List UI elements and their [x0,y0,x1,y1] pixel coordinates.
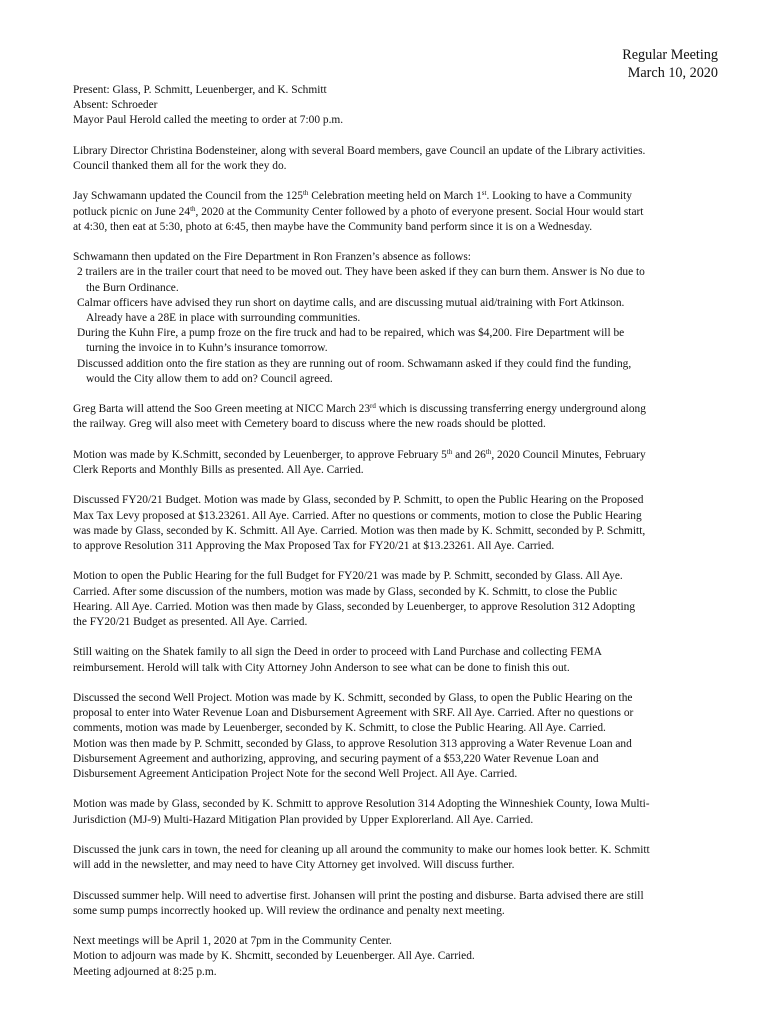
paragraph-line: Discussed summer help. Will need to advertise first. Johansen will print the posting and disburse. Barta advised there are still [73,889,644,902]
paragraph-line [73,189,718,204]
paragraph-line: the railway. Greg will also meet with Cemetery board to discuss where the new roads should be plotted. [73,418,546,431]
paragraph-line: at 4:30, then eat at 5:30, photo at 6:45, then maybe have the Community band perform since it is on a Wednesday. [73,220,593,233]
adjourn-motion-line: Motion to adjourn was made by K. Shcmitt, seconded by Leuenberger. All Aye. Carried. [73,950,475,963]
paragraph-line: Disbursement Agreement and authorizing, approving, and securing payment of a $53,220 Water Revenue Loan and [73,752,599,765]
budget-full-paragraph [73,569,718,630]
superscript: st [481,189,487,198]
meeting-minutes-document [73,46,718,995]
junk-cars-paragraph [73,843,718,873]
text-run: Greg Barta will attend the Soo Green meeting at NICC March 23 [73,403,371,416]
paragraph-line: Carried. After some discussion of the numbers, motion was made by Glass, seconded by K. Schmitt, to close the Public [73,585,618,598]
text-run: Celebration meeting held on March 1 [308,190,482,203]
paragraph-line [73,205,718,220]
paragraph-line: will add in the newsletter, and may need to have City Attorney get involved. Will discuss further. [73,859,515,872]
fire-department-paragraph [73,250,718,387]
paragraph-line: the FY20/21 Budget as presented. All Aye. Carried. [73,616,308,628]
paragraph-line [73,448,718,463]
attendance-section [73,83,718,129]
paragraph-line: Discussed the junk cars in town, the need for cleaning up all around the community to make our homes look better. K. Schmitt [73,843,650,856]
document-header [73,46,718,82]
paragraph-line: comments, motion was made by Leuenberger, seconded by K. Schmitt, to close the Public Hearing. All Aye. Carried. [73,722,606,735]
fire-item-line: During the Kuhn Fire, a pump froze on the fire truck and had to be repaired, which was $4,200. Fire Department will be [77,327,625,340]
paragraph-line: Council thanked them all for the work they do. [73,160,287,172]
text-run: Motion was made by K.Schmitt, seconded by Leuenberger, to approve February 5 [73,448,447,461]
paragraph-line: Motion was made by Glass, seconded by K. Schmitt to approve Resolution 314 Adopting the Winneshiek County, Iowa Multi- [73,798,650,811]
paragraph-line: to approve Resolution 311 Approving the Max Proposed Tax for FY20/21 at $13.23261. All Aye. Carried. [73,540,555,552]
absent-line: Absent: Schroeder [73,99,158,112]
paragraph-line: Max Tax Levy proposed at $13.23261. All Aye. Carried. After no questions or comments, motion to close the Public Hearing [73,509,642,522]
paragraph-line: Jurisdiction (MJ-9) Multi-Hazard Mitigation Plan provided by Upper Explorerland. All Aye. Carried. [73,813,534,826]
text-run: . Looking to have a Community [486,190,632,203]
paragraph-line: Discussed FY20/21 Budget. Motion was made by Glass, seconded by P. Schmitt, to open the Public Hearing on the Proposed [73,494,644,507]
text-run: , 2020 Council Minutes, February [491,448,646,461]
fire-item-continuation: would the City allow them to add on? Council agreed. [86,372,333,385]
soo-green-paragraph [73,402,718,432]
paragraph-line: Hearing. All Aye. Carried. Motion was then made by Glass, seconded by Leuenberger, to approve Resolution 312 Adopting [73,600,636,613]
closing-paragraph [73,934,718,980]
next-meeting-line: Next meetings will be April 1, 2020 at 7pm in the Community Center. [73,935,392,948]
paragraph-line: Motion was then made by P. Schmitt, seconded by Glass, to approve Resolution 313 approving a Water Revenue Loan and [73,737,632,750]
adjourned-time-line: Meeting adjourned at 8:25 p.m. [73,965,217,978]
fire-item-continuation: Already have a 28E in place with surrounding communities. [86,312,361,324]
summer-help-paragraph [73,889,718,919]
meeting-date: March 10, 2020 [627,65,718,81]
fire-item-line: Calmar officers have advised they run short on daytime calls, and are discussing mutual aid/training with Fort Atkinson. [77,296,625,309]
celebration-paragraph [73,189,718,235]
fire-intro-line: Schwamann then updated on the Fire Department in Ron Franzen’s absence as follows: [73,251,471,264]
shatek-paragraph [73,645,718,675]
text-run: which is discussing transferring energy underground along [375,403,646,416]
text-run: and 26 [452,448,486,461]
meeting-title: Regular Meeting [622,47,718,63]
paragraph-line: Disbursement Agreement Anticipation Project Note for the second Well Project. All Aye. Carried. [73,768,518,780]
library-paragraph [73,144,718,174]
superscript: th [446,447,453,456]
paragraph-line: Motion to open the Public Hearing for the full Budget for FY20/21 was made by P. Schmitt, seconded by Glass. All Aye. [73,570,623,583]
paragraph-line [73,402,718,417]
paragraph-line: some sump pumps incorrectly hooked up. Will review the ordinance and penalty next meeting. [73,904,505,917]
paragraph-line: reimbursement. Herold will talk with City Attorney John Anderson to see what can be done to finish this out. [73,661,570,674]
paragraph-line: was made by Glass, seconded by K. Schmitt. All Aye. Carried. Motion was then made by K. Schmitt, seconded by P. Schmitt, [73,524,646,537]
superscript: rd [370,402,376,411]
superscript: th [485,447,492,456]
present-line: Present: Glass, P. Schmitt, Leuenberger, and K. Schmitt [73,84,327,96]
superscript: th [190,204,196,213]
superscript: th [302,189,309,198]
text-run: , 2020 at the Community Center followed by a photo of everyone present. Social Hour would start [195,205,644,218]
paragraph-line: Clerk Reports and Monthly Bills as presented. All Aye. Carried. [73,464,364,476]
fire-item-continuation: the Burn Ordinance. [86,281,179,294]
budget-levy-paragraph [73,493,718,554]
hazard-mitigation-paragraph [73,797,718,827]
paragraph-line: proposal to enter into Water Revenue Loan and Disbursement Agreement with SRF. All Aye. Carried. After no questions or [73,707,634,720]
well-project-paragraph [73,691,718,782]
fire-item-line: 2 trailers are in the trailer court that need to be moved out. They have been asked if they can burn them. Answer is No due to [77,266,645,279]
fire-item-continuation: turning the invoice in to Kuhn’s insurance tomorrow. [86,342,328,355]
minutes-approval-paragraph [73,448,718,478]
call-to-order-line: Mayor Paul Herold called the meeting to order at 7:00 p.m. [73,114,344,127]
paragraph-line: Library Director Christina Bodensteiner, along with several Board members, gave Council an update of the Library activities. [73,144,646,157]
paragraph-line: Still waiting on the Shatek family to all sign the Deed in order to proceed with Land Purchase and collecting FEMA [73,646,602,659]
text-run: potluck picnic on June 24 [73,205,191,218]
fire-item-line: Discussed addition onto the fire station as they are running out of room. Schwamann asked if they could find the funding, [77,357,632,370]
text-run: Jay Schwamann updated the Council from the 125 [73,190,303,203]
paragraph-line: Discussed the second Well Project. Motion was made by K. Schmitt, seconded by Glass, to open the Public Hearing on the [73,691,633,704]
